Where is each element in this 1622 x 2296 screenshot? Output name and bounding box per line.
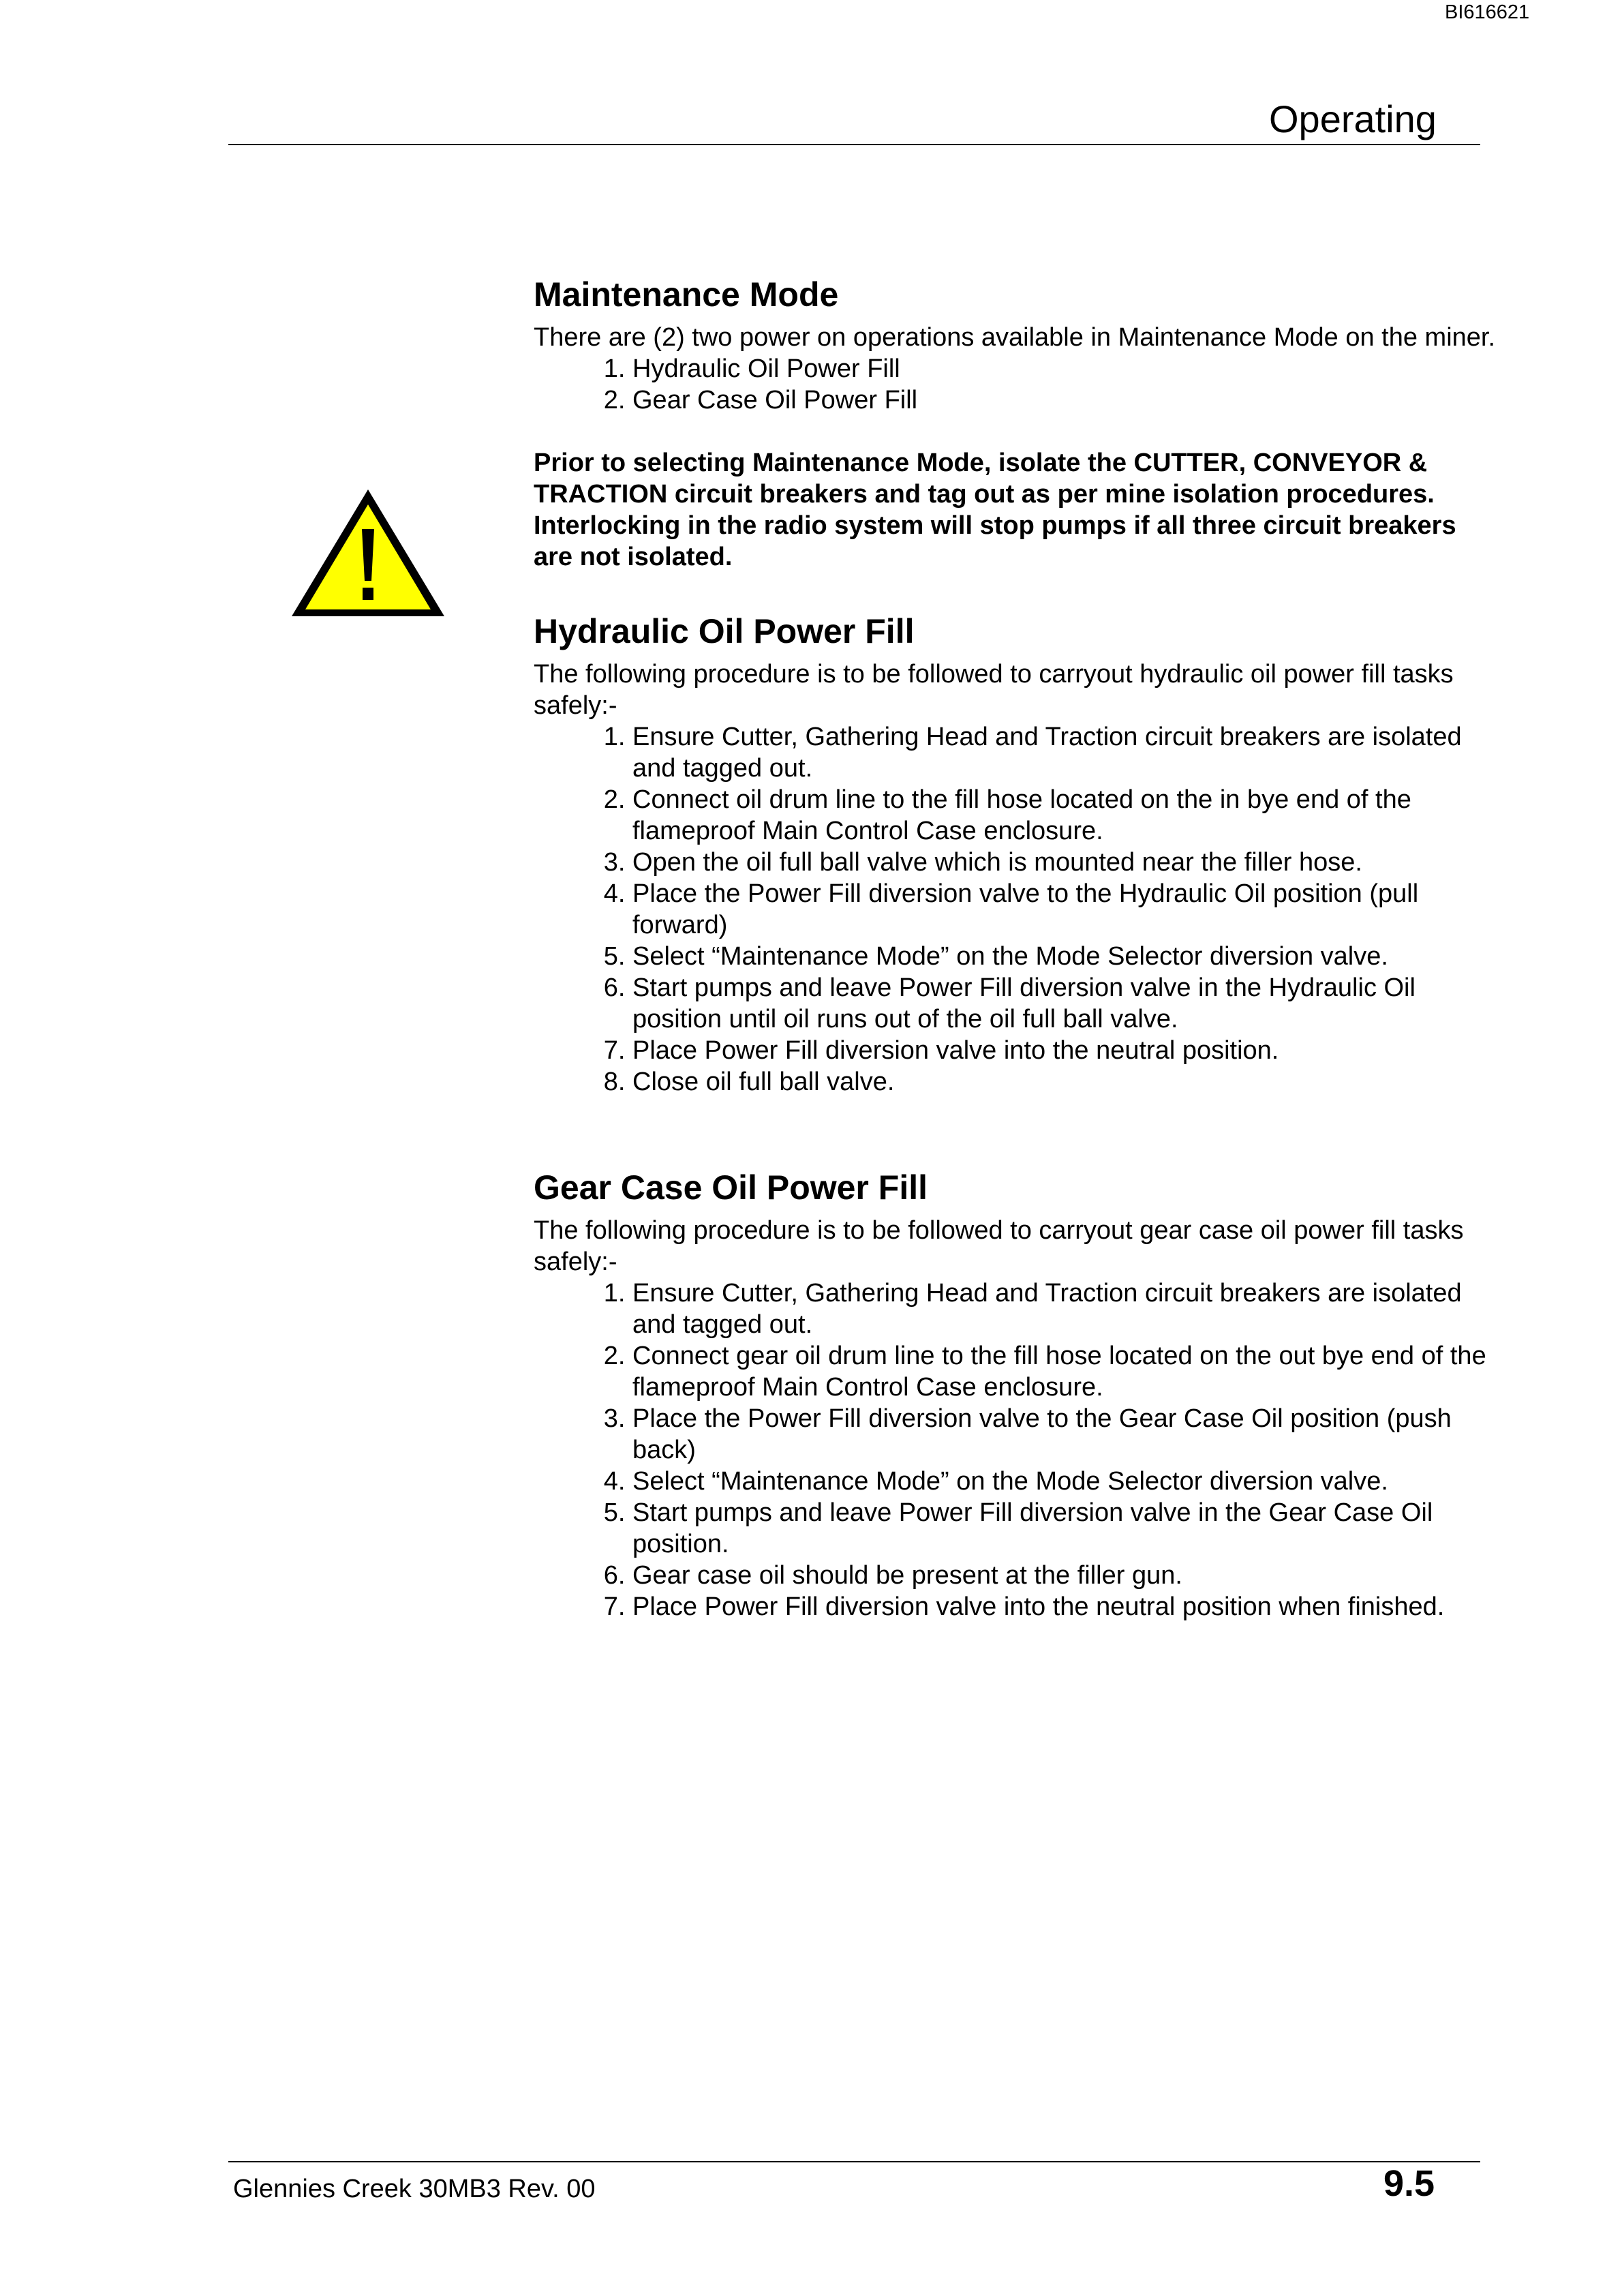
- maintenance-mode-section: [534, 267, 1501, 573]
- warning-text: Prior to selecting Maintenance Mode, isolate the CUTTER, CONVEYOR & TRACTION circuit breakers and tag out as per mine isolation procedures. Interlocking in the radio system will stop pumps if all three circuit breakers are not isolated.: [534, 449, 1456, 571]
- warning-triangle-icon: [286, 484, 450, 620]
- list-item: 1. Hydraulic Oil Power Fill: [632, 353, 1501, 384]
- hydraulic-oil-heading: Hydraulic Oil Power Fill: [534, 612, 915, 650]
- list-item: 2. Gear Case Oil Power Fill: [632, 384, 1501, 416]
- list-item: 6. Gear case oil should be present at the filler gun.: [632, 1560, 1501, 1591]
- maintenance-operations-list: [534, 353, 1501, 416]
- footer-text: Glennies Creek 30MB3 Rev. 00: [233, 2175, 596, 2203]
- list-item: 1. Ensure Cutter, Gathering Head and Traction circuit breakers are isolated and tagged out.: [632, 721, 1501, 784]
- gear-case-oil-section: [534, 1160, 1501, 1622]
- footer-rule: [228, 2161, 1480, 2162]
- page-number: 9.5: [1383, 2163, 1435, 2204]
- section-title: Operating: [1269, 97, 1437, 140]
- list-item: 3. Open the oil full ball valve which is mounted near the filler hose.: [632, 847, 1501, 878]
- document-id: BI616621: [1445, 1, 1530, 23]
- list-item: 5. Start pumps and leave Power Fill diversion valve in the Gear Case Oil position.: [632, 1497, 1501, 1560]
- list-item: 8. Close oil full ball valve.: [632, 1066, 1501, 1098]
- list-item: 6. Start pumps and leave Power Fill diversion valve in the Hydraulic Oil position until oil runs out of the oil full ball valve.: [632, 972, 1501, 1035]
- list-item: 4. Select “Maintenance Mode” on the Mode Selector diversion valve.: [632, 1466, 1501, 1497]
- main-content: [534, 267, 1501, 1622]
- hydraulic-intro: The following procedure is to be followed to carryout hydraulic oil power fill tasks safely:-: [534, 660, 1454, 720]
- gear-case-steps-list: [534, 1278, 1501, 1622]
- list-item: 2. Connect oil drum line to the fill hose located on the in bye end of the flameproof Main Control Case enclosure.: [632, 784, 1501, 847]
- maintenance-intro: There are (2) two power on operations available in Maintenance Mode on the miner.: [534, 323, 1496, 352]
- maintenance-mode-heading: Maintenance Mode: [534, 275, 839, 314]
- list-item: 1. Ensure Cutter, Gathering Head and Traction circuit breakers are isolated and tagged out.: [632, 1278, 1501, 1340]
- header-rule: [228, 144, 1480, 145]
- list-item: 4. Place the Power Fill diversion valve to the Hydraulic Oil position (pull forward): [632, 878, 1501, 941]
- list-item: 3. Place the Power Fill diversion valve to the Gear Case Oil position (push back): [632, 1403, 1501, 1466]
- hydraulic-steps-list: [534, 721, 1501, 1098]
- list-item: 7. Place Power Fill diversion valve into the neutral position when finished.: [632, 1591, 1501, 1622]
- list-item: 5. Select “Maintenance Mode” on the Mode Selector diversion valve.: [632, 941, 1501, 972]
- list-item: 7. Place Power Fill diversion valve into the neutral position.: [632, 1035, 1501, 1066]
- list-item: 2. Connect gear oil drum line to the fill hose located on the out bye end of the flameproof Main Control Case enclosure.: [632, 1340, 1501, 1403]
- gear-case-intro: The following procedure is to be followed to carryout gear case oil power fill tasks safely:-: [534, 1216, 1464, 1276]
- gear-case-oil-heading: Gear Case Oil Power Fill: [534, 1168, 928, 1207]
- hydraulic-oil-section: [534, 604, 1501, 1098]
